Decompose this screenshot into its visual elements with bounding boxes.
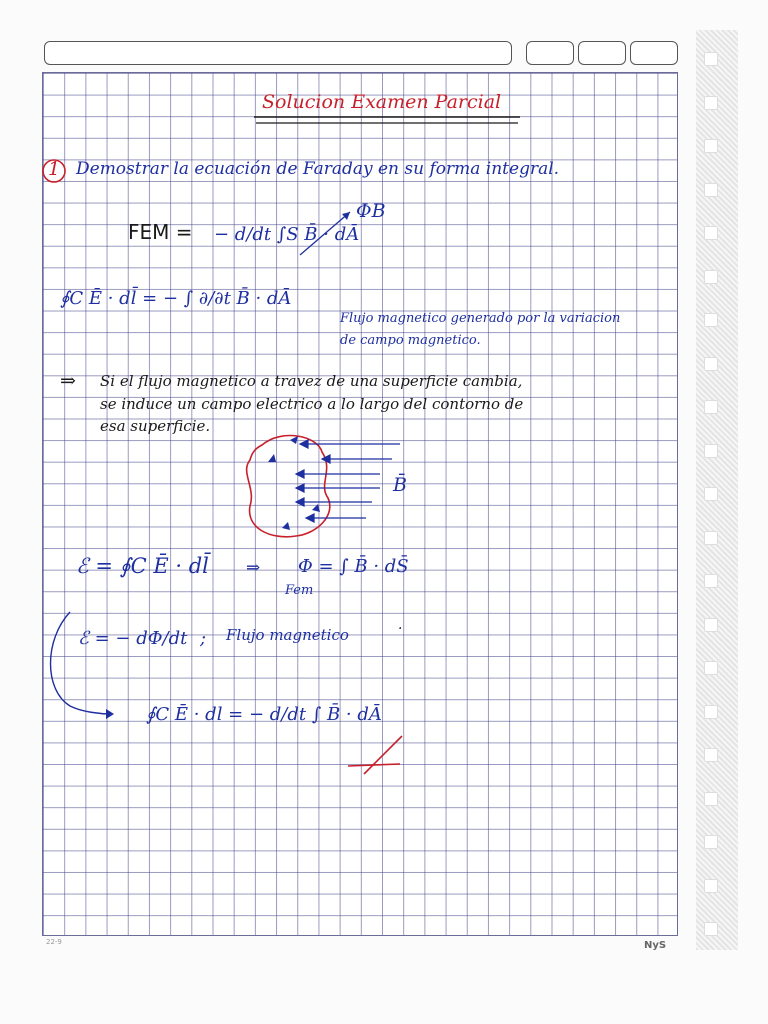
note-line-2: de campo magnetico. [340, 333, 481, 348]
emf-definition: ℰ = ∮C Ē · dl̄ [76, 554, 209, 578]
problem-statement: Demostrar la ecuación de Faraday en su forma integral. [76, 159, 560, 179]
loop-arrow-4 [282, 522, 290, 530]
final-equation: ∮C Ē · dl = − d/dt ∫ B̄ · dĀ [146, 704, 382, 725]
brand-logo: NyS [644, 940, 667, 951]
implies-arrow: ⇒ [60, 370, 76, 392]
implies-arrow-2: ⇒ [246, 558, 261, 578]
faraday-integral-form: ∮C Ē · dl̄ = − ∫ ∂/∂t B̄ · dĀ [60, 288, 292, 309]
phi-arrow-head [342, 212, 350, 220]
check-slash [364, 736, 402, 774]
bracket-arrow-head [106, 709, 114, 719]
bracket-arrow [51, 612, 113, 714]
b-field-lines [296, 440, 400, 522]
b-field-label: B̄ [393, 474, 407, 496]
phi-arrow [300, 212, 350, 255]
page-code: 22-9 [46, 938, 62, 946]
emf-rate: ℰ = − dΦ/dt [78, 628, 188, 649]
current-loop [247, 436, 330, 537]
semicolon: ; [200, 628, 207, 649]
problem-number-circle [43, 160, 65, 182]
explanation-line-1: Si el flujo magnetico a travez de una superficie cambia, [100, 372, 523, 390]
explanation-line-2: se induce un campo electrico a lo largo del contorno de [100, 395, 524, 413]
note-line-1: Flujo magnetico generado por la variacion [340, 311, 621, 326]
problem-number: 1 [48, 158, 61, 180]
fem-small-label: Fem [285, 583, 314, 598]
fem-expression: − d/dt ∫S B̄ · dĀ [214, 224, 360, 245]
fem-label: FEM = [128, 220, 193, 244]
loop-arrow-3 [312, 504, 320, 512]
page-title: Solucion Examen Parcial [262, 91, 502, 113]
trailing-dot: · [398, 621, 403, 637]
flux-definition: Φ = ∫ B̄ · dS̄ [298, 556, 409, 577]
phi-b-label: ΦB [356, 200, 386, 222]
loop-arrow-1 [290, 436, 298, 444]
flux-word: Flujo magnetico [226, 626, 349, 644]
explanation-line-3: esa superficie. [100, 417, 211, 435]
loop-arrow-2 [268, 454, 276, 462]
